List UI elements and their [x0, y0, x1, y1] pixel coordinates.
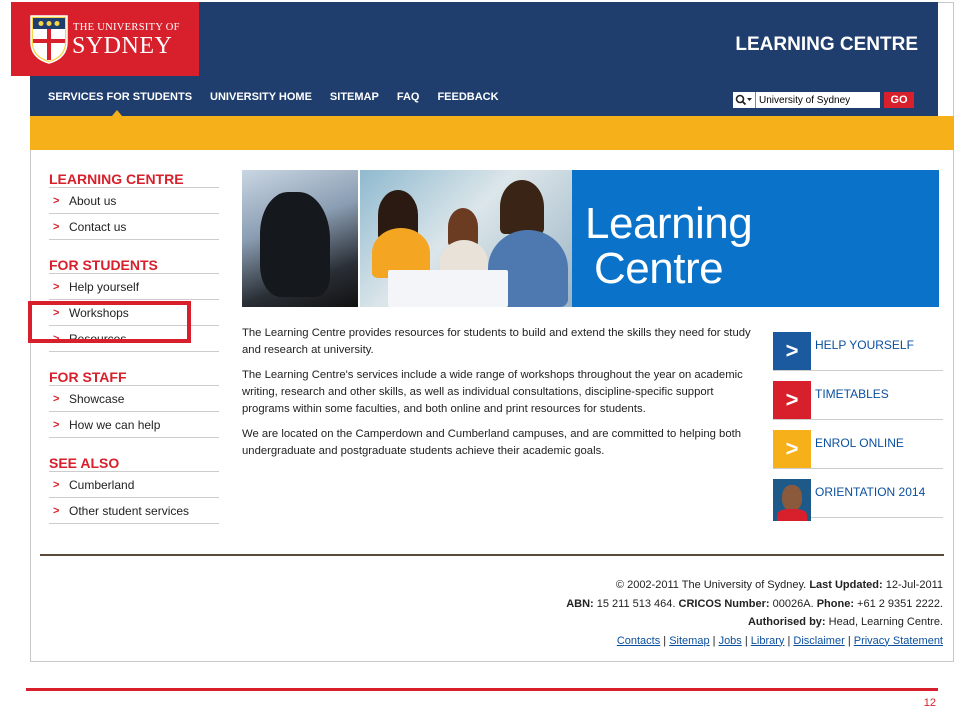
nav-university-home[interactable]: UNIVERSITY HOME	[210, 91, 312, 103]
last-updated-date: 12-Jul-2011	[885, 579, 943, 591]
search-bar	[733, 91, 914, 109]
footer-line-2	[566, 595, 943, 614]
footer-line-1	[566, 576, 943, 595]
chevron-right-icon: >	[53, 418, 60, 431]
chevron-right-icon: >	[773, 332, 811, 370]
footer-link-library[interactable]: Library	[750, 634, 785, 647]
quick-link-label: ORIENTATION 2014	[815, 485, 926, 499]
sidebar-item-label: Workshops	[69, 305, 129, 320]
workshops-highlight-box	[28, 301, 191, 343]
footer-line-3	[566, 613, 943, 632]
footer-links: Contacts | Sitemap | Jobs | Library | Disclaimer | Privacy Statement	[616, 634, 943, 647]
crest-icon	[29, 12, 69, 64]
quick-link-help-yourself[interactable]	[773, 330, 943, 371]
sidebar-heading-learning-centre: LEARNING CENTRE	[49, 166, 219, 188]
learning-centre-banner-title	[572, 170, 939, 307]
sidebar-heading-for-staff: FOR STAFF	[49, 364, 219, 386]
chevron-right-icon: >	[53, 280, 60, 293]
phone-label: Phone:	[816, 597, 854, 610]
student-photo	[773, 479, 811, 521]
chevron-right-icon: >	[773, 381, 811, 419]
quick-link-label: TIMETABLES	[815, 387, 889, 401]
abn-label: ABN:	[566, 597, 594, 610]
site-title: LEARNING CENTRE	[735, 34, 918, 55]
intro-text	[242, 325, 762, 468]
sidebar-item-label: Cumberland	[69, 477, 135, 492]
site-footer	[566, 576, 943, 650]
sidebar-item-label: How we can help	[69, 417, 161, 432]
nav-feedback[interactable]: FEEDBACK	[437, 91, 499, 103]
phone-value: +61 2 9351 2222.	[857, 597, 943, 610]
search-go-button[interactable]: GO	[884, 92, 914, 108]
sidebar-item-about-us[interactable]	[49, 188, 219, 214]
chevron-right-icon: >	[53, 504, 60, 517]
sidebar-nav	[49, 166, 219, 524]
sidebar-item-showcase[interactable]	[49, 386, 219, 412]
nav-sitemap[interactable]: SITEMAP	[329, 91, 379, 103]
footer-link-disclaimer[interactable]: Disclaimer	[793, 634, 845, 647]
sidebar-item-how-we-can-help[interactable]	[49, 412, 219, 438]
page-number: 12	[923, 697, 936, 709]
search-scope-dropdown[interactable]	[733, 92, 756, 108]
footer-link-contacts[interactable]: Contacts	[616, 634, 661, 647]
banner-title-line1: Learning	[585, 199, 753, 248]
last-updated-label: Last Updated:	[809, 579, 883, 591]
sidebar-item-contact-us[interactable]	[49, 214, 219, 240]
quick-link-enrol-online[interactable]	[773, 428, 943, 469]
students-group-photo	[360, 170, 572, 307]
quick-link-label: HELP YOURSELF	[815, 338, 914, 352]
intro-paragraph: The Learning Centre provides resources for students to build and extend the skills they need for study and research at university.	[242, 327, 751, 356]
slide-bottom-rule	[26, 688, 938, 691]
chevron-right-icon: >	[53, 220, 60, 233]
footer-divider	[40, 554, 944, 556]
nav-services-for-students[interactable]: SERVICES FOR STUDENTS	[48, 91, 193, 103]
nav-faq[interactable]: FAQ	[396, 91, 420, 103]
footer-link-jobs[interactable]: Jobs	[718, 634, 742, 647]
chevron-right-icon: >	[53, 306, 60, 319]
sidebar-item-label: Help yourself	[69, 279, 140, 294]
sidebar-item-label: About us	[69, 193, 117, 208]
university-logo[interactable]	[11, 2, 199, 76]
copyright-text: © 2002-2011 The University of Sydney.	[615, 579, 807, 591]
accent-bar	[30, 116, 954, 150]
sidebar-item-help-yourself[interactable]	[49, 274, 219, 300]
banner-title-line2: Centre	[594, 244, 724, 293]
thinker-statue-photo	[242, 170, 358, 307]
footer-link-privacy-statement[interactable]: Privacy Statement	[853, 634, 943, 647]
sidebar-item-other-student-services[interactable]	[49, 498, 219, 524]
intro-paragraph: We are located on the Camperdown and Cumberland campuses, and are committed to helping both undergraduate and postgraduate students achieve their academic goals.	[242, 428, 742, 457]
chevron-right-icon: >	[773, 430, 811, 468]
sidebar-item-label: Resources	[69, 331, 127, 346]
sidebar-heading-for-students: FOR STUDENTS	[49, 252, 219, 274]
search-icon	[735, 94, 753, 106]
authorised-value: Head, Learning Centre.	[828, 616, 943, 628]
chevron-right-icon: >	[53, 392, 60, 405]
main-nav	[48, 91, 499, 103]
quick-link-label: ENROL ONLINE	[815, 436, 904, 450]
logo-text-sydney: SYDNEY	[72, 33, 173, 59]
sidebar-item-label: Other student services	[69, 503, 190, 518]
sidebar-item-cumberland[interactable]	[49, 472, 219, 498]
chevron-right-icon: >	[53, 332, 60, 345]
footer-link-sitemap[interactable]: Sitemap	[669, 634, 710, 647]
abn-value: 15 211 513 464.	[596, 597, 676, 610]
cricos-label: CRICOS Number:	[678, 597, 770, 610]
cricos-value: 00026A.	[772, 597, 814, 610]
quick-links	[773, 330, 943, 526]
hero-banner	[242, 170, 939, 307]
sidebar-heading-see-also: SEE ALSO	[49, 450, 219, 472]
search-input[interactable]	[756, 92, 880, 108]
quick-link-timetables[interactable]	[773, 379, 943, 420]
chevron-right-icon: >	[53, 478, 60, 491]
intro-paragraph: The Learning Centre's services include a wide range of workshops throughout the year on academic writing, research and other skills, as well as individual consultations, discipline-specific support programs within some faculties, and both online and print resources for students.	[242, 369, 743, 415]
chevron-right-icon: >	[53, 194, 60, 207]
logo-text-small: THE UNIVERSITY OF	[73, 22, 180, 33]
sidebar-item-label: Showcase	[69, 391, 125, 406]
quick-link-orientation-2014[interactable]	[773, 477, 943, 518]
sidebar-item-label: Contact us	[69, 219, 127, 234]
authorised-label: Authorised by:	[747, 616, 826, 628]
